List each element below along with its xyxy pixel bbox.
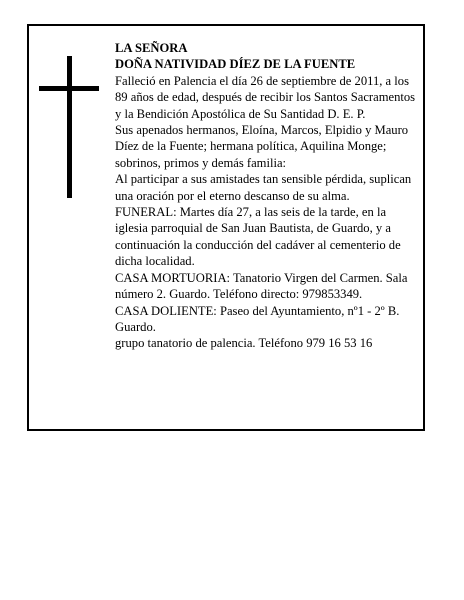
obituary-notice (27, 24, 425, 431)
notice-title: LA SEÑORA (115, 41, 188, 55)
family-home-address: CASA DOLIENTE: Paseo del Ayuntamiento, nº1 - 2º B. Guardo. (115, 303, 400, 334)
family-list: Sus apenados hermanos, Eloína, Marcos, Elpidio y Mauro Díez de la Fuente; hermana política, Aquilina Monge; sobrinos, primos y demás familia: (115, 123, 409, 170)
mortuary-details: CASA MORTUORIA: Tanatorio Virgen del Carmen. Sala número 2. Guardo. Teléfono directo: 979853349. (115, 270, 408, 302)
funeral-details: FUNERAL: Martes día 27, a las seis de la tarde, en la iglesia parroquial de San Juan Bautista, de Guardo, y a continuación la conducción del cadáver al cementerio de dicha localidad. (115, 205, 401, 269)
latin-cross-icon (39, 56, 99, 198)
notice-text (115, 40, 419, 352)
deceased-name: DOÑA NATIVIDAD DÍEZ DE LA FUENTE (115, 57, 356, 72)
funeral-home-contact: grupo tanatorio de palencia. Teléfono 979 16 53 16 (115, 336, 373, 351)
prayer-request: Al participar a sus amistades tan sensible pérdida, suplican una oración por el eterno descanso de su alma. (115, 172, 412, 203)
cross-horizontal-bar (39, 86, 99, 91)
death-announcement: Falleció en Palencia el día 26 de septiembre de 2011, a los 89 años de edad, después de recibir los Santos Sacramentos y la Bendición Apostólica de Su Santidad D. E. P. (115, 73, 416, 121)
cross-vertical-bar (67, 56, 72, 198)
